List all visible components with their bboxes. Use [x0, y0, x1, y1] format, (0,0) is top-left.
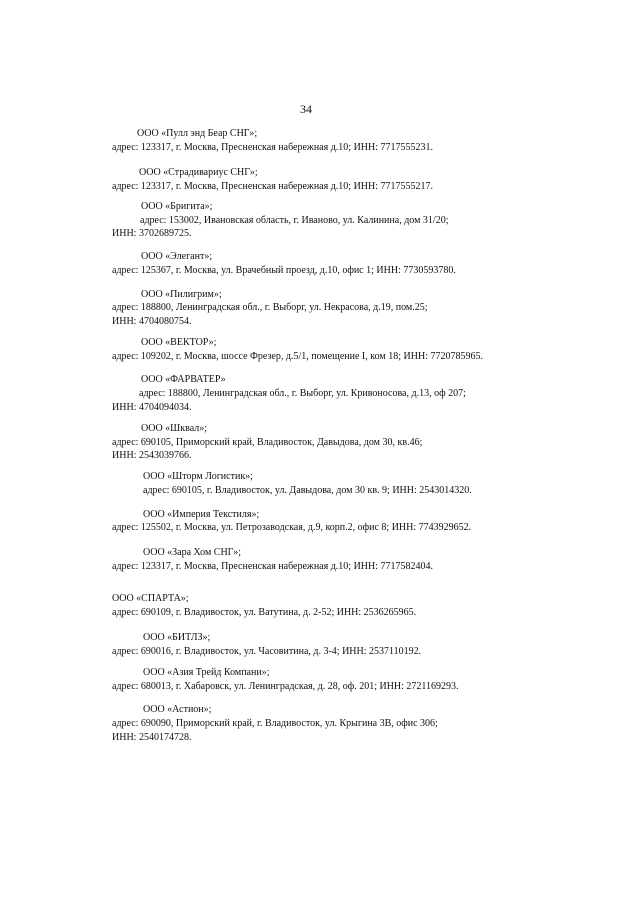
company-name: ООО «Империя Текстиля»;: [143, 509, 260, 520]
company-address: адрес: 680013, г. Хабаровск, ул. Ленинградская, д. 28, оф. 201; ИНН: 2721169293.: [112, 681, 459, 692]
company-inn: ИНН: 4704094034.: [112, 402, 192, 413]
company-name: ООО «ВЕКТОР»;: [141, 337, 217, 348]
company-name: ООО «Бригита»;: [141, 201, 213, 212]
company-address: адрес: 690090, Приморский край, г. Владивосток, ул. Крыгина 3В, офис 306;: [112, 718, 438, 729]
company-address: адрес: 188800, Ленинградская обл., г. Выборг, ул. Кривоносова, д.13, оф 207;: [139, 388, 466, 399]
company-address: адрес: 125502, г. Москва, ул. Петрозаводская, д.9, корп.2, офис 8; ИНН: 7743929652.: [112, 522, 472, 533]
company-address: адрес: 690105, Приморский край, Владивосток, Давыдова, дом 30, кв.46;: [112, 437, 423, 448]
company-name: ООО «БИТЛЗ»;: [143, 632, 211, 643]
company-address: адрес: 690105, г. Владивосток, ул. Давыдова, дом 30 кв. 9; ИНН: 2543014320.: [143, 485, 472, 496]
company-address: адрес: 109202, г. Москва, шоссе Фрезер, д.5/1, помещение I, ком 18; ИНН: 7720785965.: [112, 351, 483, 362]
company-inn: ИНН: 4704080754.: [112, 316, 192, 327]
company-name: ООО «Шторм Логистик»;: [143, 471, 253, 482]
company-name: ООО «Страдивариус СНГ»;: [139, 167, 258, 178]
company-name: ООО «ФАРВАТЕР»: [141, 374, 226, 385]
company-name: ООО «Зара Хом СНГ»;: [143, 547, 241, 558]
company-inn: ИНН: 2540174728.: [112, 732, 192, 743]
company-inn: ИНН: 2543039766.: [112, 450, 192, 461]
company-address: адрес: 690016, г. Владивосток, ул. Часовитина, д. 3-4; ИНН: 2537110192.: [112, 646, 422, 657]
company-address: адрес: 153002, Ивановская область, г. Иваново, ул. Калинина, дом 31/20;: [140, 215, 449, 226]
company-name: ООО «Шквал»;: [141, 423, 207, 434]
company-inn: ИНН: 3702689725.: [112, 228, 192, 239]
company-name: ООО «СПАРТА»;: [112, 593, 189, 604]
company-name: ООО «Астион»;: [143, 704, 212, 715]
company-address: адрес: 690109, г. Владивосток, ул. Ватутина, д. 2-52; ИНН: 2536265965.: [112, 607, 417, 618]
company-address: адрес: 123317, г. Москва, Пресненская набережная д.10; ИНН: 7717582404.: [112, 561, 434, 572]
company-name: ООО «Азия Трейд Компани»;: [143, 667, 270, 678]
company-address: адрес: 123317, г. Москва, Пресненская набережная д.10; ИНН: 7717555231.: [112, 142, 434, 153]
company-address: адрес: 188800, Ленинградская обл., г. Выборг, ул. Некрасова, д.19, пом.25;: [112, 302, 428, 313]
company-address: адрес: 123317, г. Москва, Пресненская набережная д.10; ИНН: 7717555217.: [112, 181, 434, 192]
page-number: 34: [300, 102, 312, 116]
company-address: адрес: 125367, г. Москва, ул. Врачебный проезд, д.10, офис 1; ИНН: 7730593780.: [112, 265, 456, 276]
company-name: ООО «Пулл энд Беар СНГ»;: [137, 128, 258, 139]
company-name: ООО «Пилигрим»;: [141, 289, 222, 300]
company-name: ООО «Элегант»;: [141, 251, 213, 262]
